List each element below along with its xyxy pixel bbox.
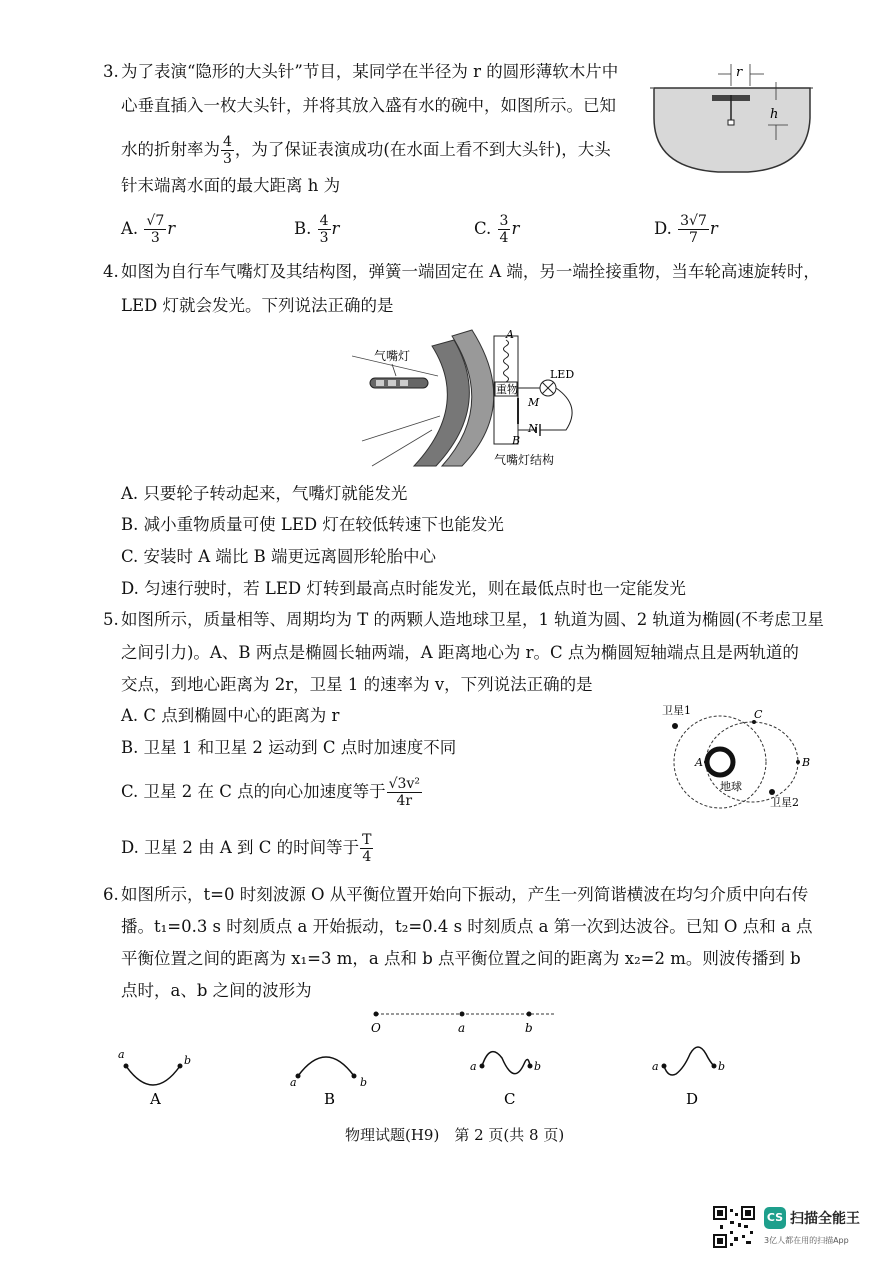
text-fragment: ，为了保证表演成功(在水面上看不到大头针)，大头: [234, 140, 611, 159]
page-footer: 物理试题(H9) 第 2 页(共 8 页): [345, 1126, 565, 1144]
earth: [707, 749, 733, 775]
fraction-numerator: 4: [319, 213, 329, 229]
question-text-line: 为了表演“隐形的大头针”节目，某同学在半径为 r 的圆形薄软木片中: [121, 62, 619, 81]
question-text-line: LED 灯就会发光。下列说法正确的是: [121, 296, 394, 315]
option-label: A.: [121, 219, 139, 238]
circular-orbit: [674, 716, 766, 808]
fraction-denominator: 4r: [396, 793, 413, 809]
fraction-numerator: T: [362, 832, 372, 848]
question-text-line: 点时，a、b 之间的波形为: [121, 981, 312, 1000]
question-number: 5.: [103, 610, 119, 629]
point-a: [124, 1064, 129, 1069]
text-fragment: 水的折射率为: [121, 140, 220, 159]
led-label: LED: [550, 368, 575, 381]
fraction-numerator: 3√7: [680, 213, 707, 229]
option-fraction: [144, 214, 166, 245]
option-fraction: [387, 777, 422, 808]
mass-label: 重物: [496, 383, 518, 396]
question-text-line: [121, 132, 611, 168]
waveform-option-c: [464, 1044, 554, 1112]
label-b: b: [534, 1060, 542, 1073]
option-c: [474, 214, 519, 245]
fraction-denominator: 3: [223, 151, 232, 167]
fraction-denominator: 4: [362, 849, 372, 865]
fraction-denominator: 3: [150, 230, 160, 246]
structure-caption: 气嘴灯结构: [494, 453, 555, 467]
valve-light-figure: [352, 326, 602, 471]
point-a: [704, 760, 708, 764]
label-b: B: [512, 434, 521, 447]
bowl-figure: [648, 60, 818, 180]
valve-label: 气嘴灯: [374, 349, 411, 363]
satellite-1: [672, 723, 678, 729]
question-number: 6.: [103, 885, 119, 904]
fraction-numerator: √7: [146, 213, 165, 229]
question-text-line: 播。t₁=0.3 s 时刻质点 a 开始振动，t₂=0.4 s 时刻质点 a 第一次到达波谷。已知 O 点和 a 点: [121, 917, 813, 936]
waveform-option-b: [284, 1044, 374, 1112]
label-sat2: 卫星2: [770, 796, 799, 809]
option-c: [121, 772, 423, 812]
question-number: 3.: [103, 62, 119, 81]
label-b: B: [802, 756, 811, 769]
option-label: C.: [474, 219, 492, 238]
waveform-curve: [298, 1057, 354, 1076]
wave-axis-figure: [366, 1006, 566, 1036]
point-a: [460, 1012, 465, 1017]
label-b: b: [360, 1076, 368, 1089]
label-a: A: [695, 756, 703, 769]
option-fraction: [318, 214, 331, 245]
option-b: [294, 214, 339, 245]
fraction-numerator: 3: [499, 213, 509, 229]
option-d: D. 匀速行驶时，若 LED 灯转到最高点时能发光，则在最低点时也一定能发光: [121, 579, 686, 598]
option-a: A. C 点到椭圆中心的距离为 r: [121, 706, 340, 725]
label-earth: 地球: [720, 780, 742, 793]
label-a: a: [118, 1048, 125, 1061]
fraction-denominator: 3: [319, 230, 329, 246]
question-text-line: 之间引力)。A、B 两点是椭圆长轴两端，A 距离地心为 r。C 点为椭圆短轴端点且是两轨道的: [121, 643, 799, 662]
point-b: [178, 1064, 183, 1069]
label-n: N: [528, 422, 538, 435]
label-o: O: [371, 1021, 381, 1035]
option-fraction: [360, 833, 373, 864]
fraction-denominator: 7: [689, 230, 698, 246]
option-fraction: [498, 214, 511, 245]
option-label: D.: [654, 219, 672, 238]
question-text-line: 针末端离水面的最大距离 h 为: [121, 176, 341, 195]
valve-light-segment: [400, 380, 408, 386]
option-a: A. 只要轮子转动起来，气嘴灯就能发光: [121, 484, 408, 503]
scanner-app-name: 扫描全能王: [790, 1211, 860, 1227]
question-text-line: 心垂直插入一枚大头针，并将其放入盛有水的碗中，如图所示。已知: [121, 96, 616, 115]
scanner-tagline: 3亿人都在用的扫描App: [764, 1236, 849, 1245]
label-m: M: [528, 396, 540, 409]
point-b: [527, 1012, 532, 1017]
option-c: C. 安装时 A 端比 B 端更远离圆形轮胎中心: [121, 547, 437, 566]
qr-code-icon: [712, 1205, 756, 1249]
option-letter: C: [504, 1090, 516, 1108]
point-a: [480, 1064, 485, 1069]
question-text-line: 交点，到地心距离为 2r，卫星 1 的速率为 v，下列说法正确的是: [121, 675, 593, 694]
option-b: B. 减小重物质量可使 LED 灯在较低转速下也能发光: [121, 515, 504, 534]
option-variable: r: [331, 219, 340, 238]
option-b: B. 卫星 1 和卫星 2 运动到 C 点时加速度不同: [121, 738, 457, 757]
refractive-index-fraction: [221, 135, 234, 166]
option-letter: D: [686, 1090, 699, 1108]
label-a: a: [290, 1076, 297, 1089]
label-a: a: [652, 1060, 659, 1073]
pin-end: [728, 120, 734, 125]
label-b: b: [184, 1054, 192, 1067]
waveform-curve: [126, 1066, 180, 1085]
label-r: r: [736, 65, 743, 80]
cs-logo-icon: CS: [764, 1207, 786, 1229]
scanner-badge: [712, 1205, 882, 1253]
satellite-2: [769, 789, 775, 795]
point-o: [374, 1012, 379, 1017]
option-letter: A: [150, 1090, 161, 1108]
waveform-curve: [664, 1047, 714, 1075]
option-a: [121, 214, 175, 245]
label-a: a: [470, 1060, 477, 1073]
label-c: C: [754, 708, 763, 721]
waveform-option-d: [646, 1044, 736, 1112]
question-number: 4.: [103, 262, 119, 281]
label-b: b: [718, 1060, 726, 1073]
point-b: [528, 1064, 533, 1069]
question-text-line: 如图所示，t=0 时刻波源 O 从平衡位置开始向下振动，产生一列简谐横波在均匀介质中向右传: [121, 885, 809, 904]
option-d: [121, 828, 374, 868]
label-b: b: [525, 1021, 533, 1035]
question-text-line: 如图所示，质量相等、周期均为 T 的两颗人造地球卫星，1 轨道为圆、2 轨道为椭圆(不考虑卫星: [121, 610, 824, 629]
question-text-line: 平衡位置之间的距离为 x₁=3 m，a 点和 b 点平衡位置之间的距离为 x₂=2 m。则波传播到 b: [121, 949, 801, 968]
option-label: B.: [294, 219, 312, 238]
label-sat1: 卫星1: [662, 704, 691, 717]
option-variable: r: [167, 219, 176, 238]
option-d: [654, 214, 718, 245]
valve-light-segment: [376, 380, 384, 386]
fraction-numerator: 4: [223, 134, 232, 150]
question-3: [0, 0, 893, 250]
question-text-line: 如图为自行车气嘴灯及其结构图，弹簧一端固定在 A 端，另一端拴接重物，当车轮高速旋转时，: [121, 262, 820, 281]
point-b: [712, 1064, 717, 1069]
point-b: [352, 1074, 357, 1079]
label-a: a: [458, 1021, 466, 1035]
fraction-denominator: 4: [499, 230, 509, 246]
label-h: h: [770, 107, 779, 122]
point-a: [662, 1064, 667, 1069]
option-letter: B: [324, 1090, 336, 1108]
option-variable: r: [709, 219, 718, 238]
label-a: A: [506, 328, 514, 341]
fraction-numerator: √3v²: [388, 776, 420, 792]
option-text: D. 卫星 2 由 A 到 C 的时间等于: [121, 838, 360, 857]
spoke: [362, 416, 440, 441]
point-b: [796, 760, 800, 764]
waveform-curve: [482, 1052, 530, 1074]
option-fraction: [678, 214, 709, 245]
orbit-figure: [658, 700, 828, 815]
waveform-option-a: [110, 1044, 200, 1112]
option-variable: r: [511, 219, 520, 238]
valve-light-segment: [388, 380, 396, 386]
option-text: C. 卫星 2 在 C 点的向心加速度等于: [121, 782, 386, 801]
